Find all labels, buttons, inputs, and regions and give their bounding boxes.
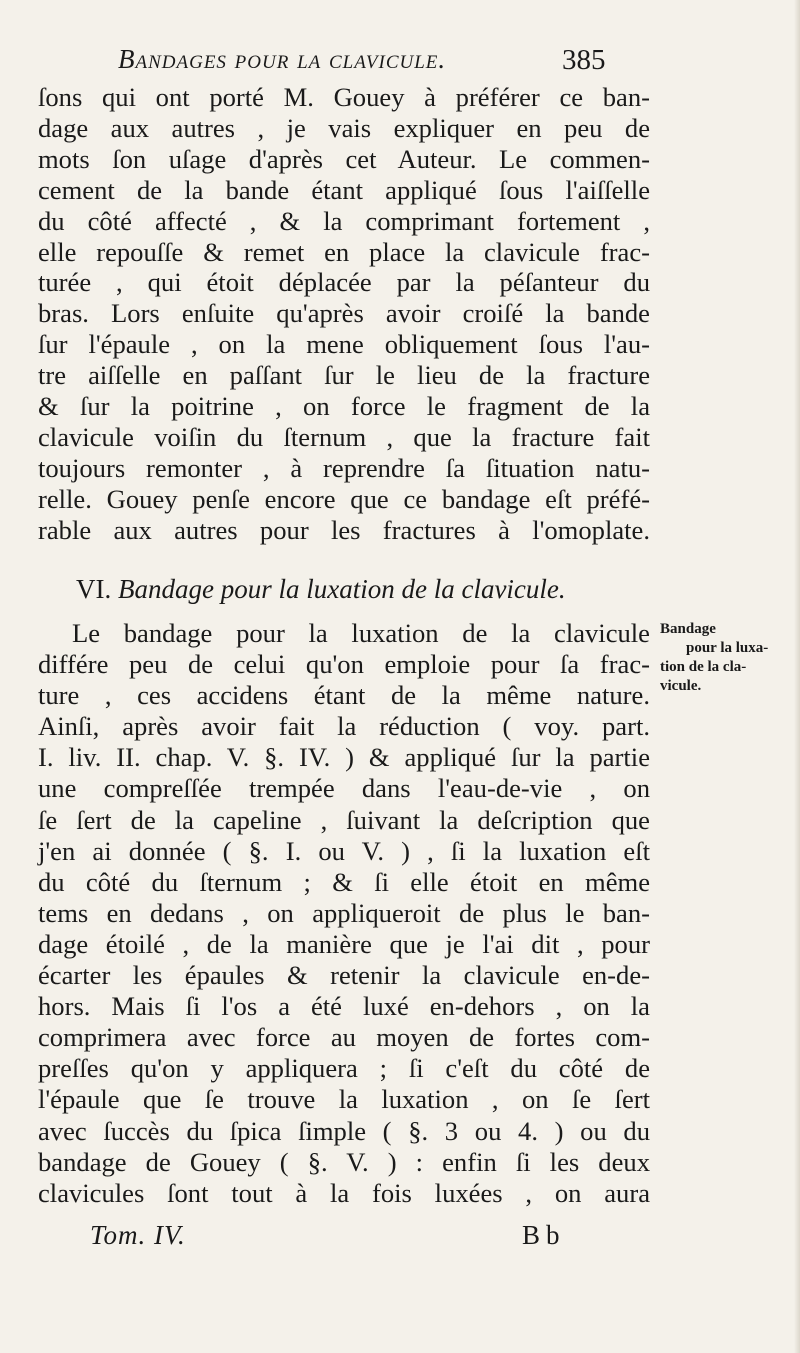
text-line: ture , ces accidens étant de la même nature. <box>38 680 650 711</box>
text-line: Le bandage pour la luxation de la clavicule <box>72 618 650 648</box>
marginal-note-line: vicule. <box>660 678 702 694</box>
text-line: hors. Mais ſi l'os a été luxé en-dehors , on la <box>38 991 650 1022</box>
section-paragraph <box>38 618 650 1209</box>
running-title: Bandages pour la clavicule. <box>118 44 447 74</box>
text-line: I. liv. II. chap. V. §. IV. ) & appliqué ſur la partie <box>38 742 650 773</box>
section-title: Bandage pour la luxation de la clavicule. <box>118 574 566 604</box>
text-line: toujours remonter , à reprendre ſa ſituation natu- <box>38 452 650 483</box>
text-line: tre aiſſelle en paſſant ſur le lieu de la fracture <box>38 360 650 391</box>
text-line: elle repouſſe & remet en place la clavicule frac- <box>38 236 650 267</box>
text-line: écarter les épaules & retenir la clavicule en-de- <box>38 960 650 991</box>
text-line: bandage de Gouey ( §. V. ) : enfin ſi les deux <box>38 1146 650 1177</box>
text-line: ſons qui ont porté M. Gouey à préférer ce ban- <box>38 82 650 112</box>
text-line: ſe ſert de la capeline , ſuivant la deſcription que <box>38 804 650 835</box>
text-line: cement de la bande étant appliqué ſous l'aiſſelle <box>38 174 650 205</box>
marginal-note-line: tion de la cla- <box>660 659 747 675</box>
page-number: 385 <box>562 44 606 76</box>
text-line: mots ſon uſage d'après cet Auteur. Le commen- <box>38 143 650 174</box>
text-line: ſur l'épaule , on la mene obliquement ſous l'au- <box>38 329 650 360</box>
paragraph-continuation <box>38 82 650 546</box>
text-line: dage aux autres , je vais expliquer en peu de <box>38 112 650 143</box>
marginal-note-line: Bandage <box>660 621 716 637</box>
signature-mark: Bb <box>522 1220 566 1250</box>
text-line: comprimera avec force au moyen de fortes com- <box>38 1022 650 1053</box>
text-line: clavicules ſont tout à la fois luxées , on aura <box>38 1177 650 1208</box>
marginal-note-line: pour la luxa- <box>686 640 769 656</box>
text-line: & ſur la poitrine , on force le fragment de la <box>38 391 650 422</box>
marginal-note <box>660 620 800 696</box>
text-line: différe peu de celui qu'on emploie pour ſa frac- <box>38 649 650 680</box>
text-line: relle. Gouey penſe encore que ce bandage eſt préfé- <box>38 483 650 514</box>
text-line: une compreſſée trempée dans l'eau-de-vie , on <box>38 773 650 804</box>
text-line: preſſes qu'on y appliquera ; ſi c'eſt du côté de <box>38 1053 650 1084</box>
text-line: avec ſuccès du ſpica ſimple ( §. 3 ou 4. ) ou du <box>38 1115 650 1146</box>
section-number: VI. <box>76 574 112 604</box>
page-edge-shadow <box>794 0 800 1353</box>
section-heading <box>76 574 566 605</box>
text-line: l'épaule que ſe trouve la luxation , on ſe ſert <box>38 1084 650 1115</box>
text-line: rable aux autres pour les fractures à l'omoplate. <box>38 514 650 545</box>
text-line: j'en ai donnée ( §. I. ou V. ) , ſi la luxation eſt <box>38 835 650 866</box>
text-line: clavicule voiſin du ſternum , que la fracture fait <box>38 421 650 452</box>
text-line: tems en dedans , on appliqueroit de plus le ban- <box>38 897 650 928</box>
text-line: turée , qui étoit déplacée par la péſanteur du <box>38 267 650 298</box>
text-line: du côté du ſternum ; & ſi elle étoit en même <box>38 866 650 897</box>
text-line: bras. Lors enſuite qu'après avoir croiſé la bande <box>38 298 650 329</box>
text-line: dage étoilé , de la manière que je l'ai dit , pour <box>38 928 650 959</box>
text-line: du côté affecté , & la comprimant fortement , <box>38 205 650 236</box>
volume-label: Tom. IV. <box>90 1220 186 1250</box>
text-line: Ainſi, après avoir fait la réduction ( voy. part. <box>38 711 650 742</box>
